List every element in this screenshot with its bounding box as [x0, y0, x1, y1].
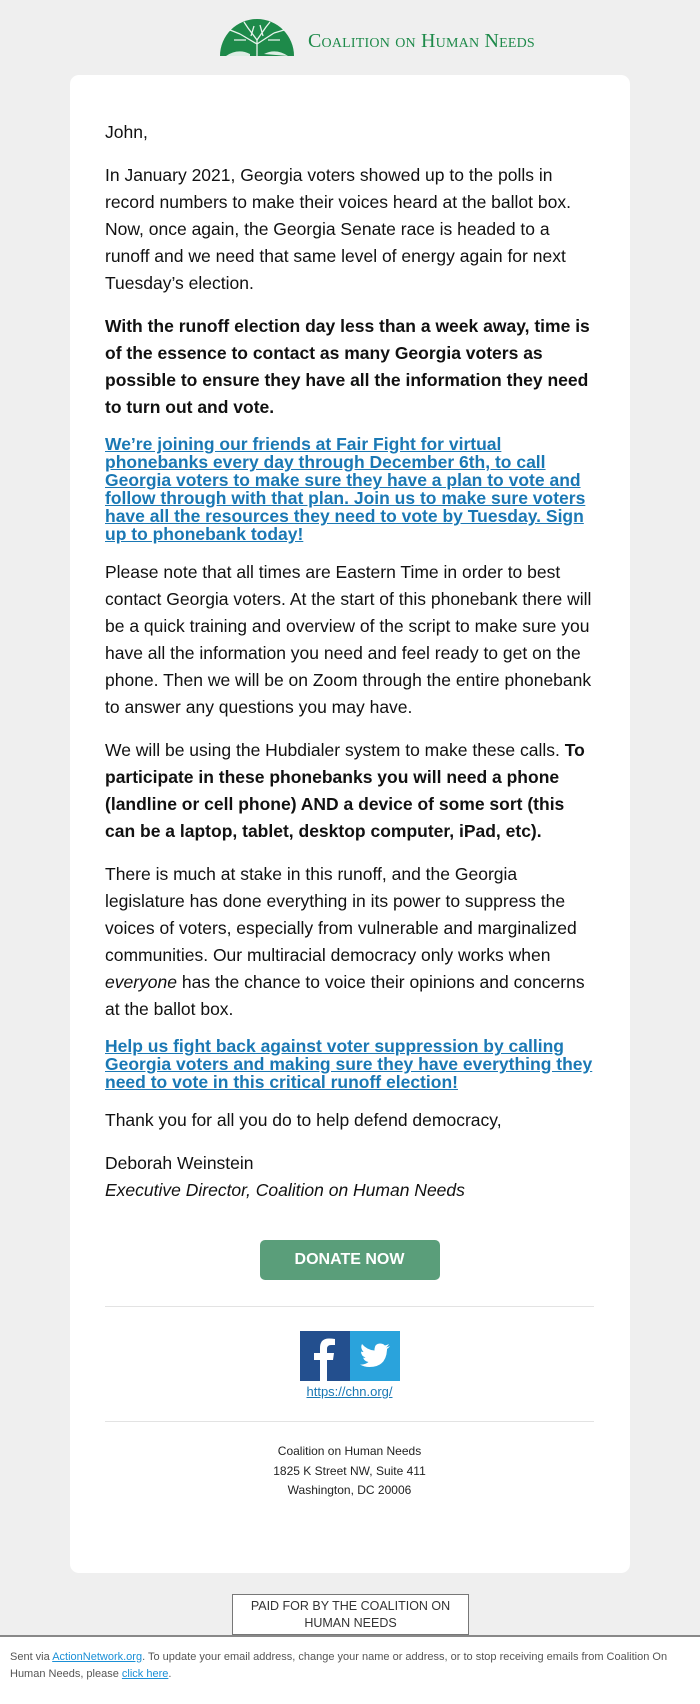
- website-link[interactable]: https://chn.org/: [306, 1384, 393, 1399]
- paragraph-hubdialer: [105, 737, 594, 845]
- closing: Thank you for all you do to help defend democracy,: [105, 1110, 502, 1130]
- email-footer: [0, 1635, 700, 1704]
- donate-section: [105, 1240, 594, 1280]
- facebook-f-glyph: [300, 1331, 350, 1381]
- address-line-3: Washington, DC 20006: [287, 1483, 412, 1497]
- paragraph-eastern-time: Please note that all times are Eastern Time in order to best contact Georgia voters. At the start of this phonebank there will be a quick training and overview of the script to make sure you have all the information you need and feel ready to get on the phone. Then we will be on Zoom through the entire phonebank to answer any questions you may have.: [105, 562, 592, 717]
- address-line-2: 1825 K Street NW, Suite 411: [273, 1463, 426, 1478]
- footer-suffix: .: [168, 1668, 172, 1680]
- signature-title: Executive Director, Coalition on Human Needs: [105, 1180, 465, 1200]
- divider: [105, 1421, 594, 1422]
- twitter-icon[interactable]: [350, 1331, 400, 1381]
- footer-middle: . To update your email address, change your name or address, or to stop receiving emails from Coalition On Human Needs, please: [10, 1651, 668, 1680]
- facebook-icon[interactable]: [300, 1331, 350, 1381]
- phonebank-signup-link[interactable]: We’re joining our friends at Fair Fight for virtual phonebanks every day through December 6th, to call Georgia voters to make sure they have a plan to vote and follow through with that plan. Join us to make sure voters have all the resources they need to vote by Tuesday. Sign up to phonebank today!: [105, 434, 586, 544]
- paid-for-disclaimer: PAID FOR BY THE COALITION ON HUMAN NEEDS: [232, 1594, 469, 1635]
- email-card: [70, 75, 630, 1573]
- requirements-text: To participate in these phonebanks you will need a phone (landline or cell phone) AND a device of some sort (this can be a laptop, tablet, desktop computer, iPad, etc).: [105, 740, 585, 841]
- tree-icon: [218, 18, 296, 56]
- hubdialer-text: We will be using the Hubdialer system to make these calls.: [105, 740, 560, 760]
- social-section: [105, 1331, 594, 1399]
- footer-prefix: Sent via: [10, 1651, 53, 1663]
- divider: [105, 1306, 594, 1307]
- paragraph-urgency: With the runoff election day less than a week away, time is of the essence to contact as many Georgia voters as possible to ensure they have all the information they need to turn out and vote.: [105, 316, 590, 417]
- action-network-link[interactable]: ActionNetwork.org: [52, 1651, 143, 1663]
- donate-now-button[interactable]: DONATE NOW: [260, 1240, 440, 1280]
- address-line-1: Coalition on Human Needs: [277, 1444, 422, 1458]
- twitter-bird-glyph: [350, 1331, 400, 1381]
- fight-suppression-link[interactable]: Help us fight back against voter suppression by calling Georgia voters and making sure they have everything they need to vote in this critical runoff election!: [105, 1036, 593, 1092]
- stakes-emphasis: everyone: [105, 972, 177, 992]
- paragraph-stakes: [105, 861, 594, 1023]
- unsubscribe-link[interactable]: click here: [121, 1668, 169, 1680]
- org-name: Coalition on Human Needs: [308, 30, 535, 52]
- paragraph-intro: In January 2021, Georgia voters showed up to the polls in record numbers to make their voices heard at the ballot box. Now, once again, the Georgia Senate race is headed to a runoff and we need that same level of energy again for next Tuesday’s election.: [105, 165, 571, 293]
- social-icons: [300, 1331, 400, 1381]
- greeting: John,: [105, 122, 148, 142]
- email-header: [0, 0, 700, 70]
- mailing-address: [105, 1442, 594, 1501]
- stakes-text-after: has the chance to voice their opinions and concerns at the ballot box.: [105, 972, 585, 1019]
- signature-name: Deborah Weinstein: [105, 1153, 254, 1173]
- org-logo[interactable]: [218, 18, 535, 56]
- stakes-text-before: There is much at stake in this runoff, and the Georgia legislature has done everything in its power to suppress the voices of voters, especially from vulnerable and marginalized communities. Our multiracial democracy only works when: [105, 864, 577, 965]
